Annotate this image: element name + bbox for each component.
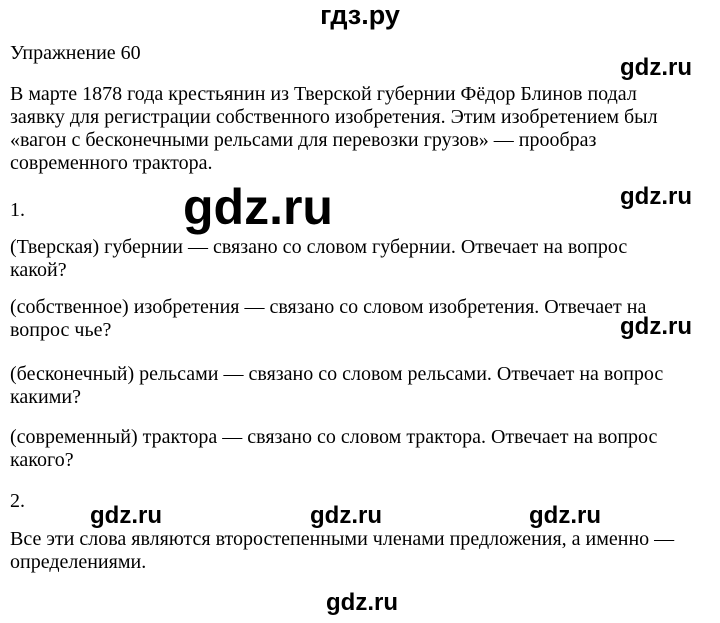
watermark-logo: gdz.ru [620,54,692,81]
exercise-title: Упражнение 60 [10,42,141,64]
watermark-logo-large: gdz.ru [183,179,333,235]
answer-line: (Тверская) губернии — связано со словом губернии. Отвечает на вопрос [10,236,628,258]
answer-item [10,296,710,342]
intro-line: современного трактора. [10,152,213,174]
part2-label: 2. [10,490,25,512]
answer-line: вопрос чье? [10,319,112,341]
answer-line: (бесконечный) рельсами — связано со словом рельсами. Отвечает на вопрос [10,363,664,385]
intro-line: заявку для регистрации собственного изобретения. Этим изобретением был [10,106,658,128]
conclusion [10,528,710,574]
part1-label: 1. [10,199,25,221]
watermark-logo: gdz.ru [310,502,382,529]
answer-line: какими? [10,386,81,408]
site-header: гдз.ру [320,0,400,30]
intro-line: «вагон с бесконечными рельсами для перевозки грузов» — прообраз [10,129,597,151]
watermark-logo: gdz.ru [620,313,692,340]
answer-line: (современный) трактора — связано со словом трактора. Отвечает на вопрос [10,426,658,448]
exercise-intro [10,83,710,175]
conclusion-line: определениями. [10,551,147,573]
watermark-logo: gdz.ru [529,502,601,529]
answer-item [10,426,710,472]
answer-line: какой? [10,259,67,281]
watermark-logo: gdz.ru [90,502,162,529]
answer-item [10,363,710,409]
intro-line: В марте 1878 года крестьянин из Тверской губернии Фёдор Блинов подал [10,83,637,105]
conclusion-line: Все эти слова являются второстепенными членами предложения, а именно — [10,528,675,550]
answer-line: (собственное) изобретения — связано со словом изобретения. Отвечает на [10,296,647,318]
answer-line: какого? [10,449,74,471]
watermark-logo: gdz.ru [620,183,692,210]
answer-item [10,236,710,282]
watermark-logo: gdz.ru [326,589,398,616]
